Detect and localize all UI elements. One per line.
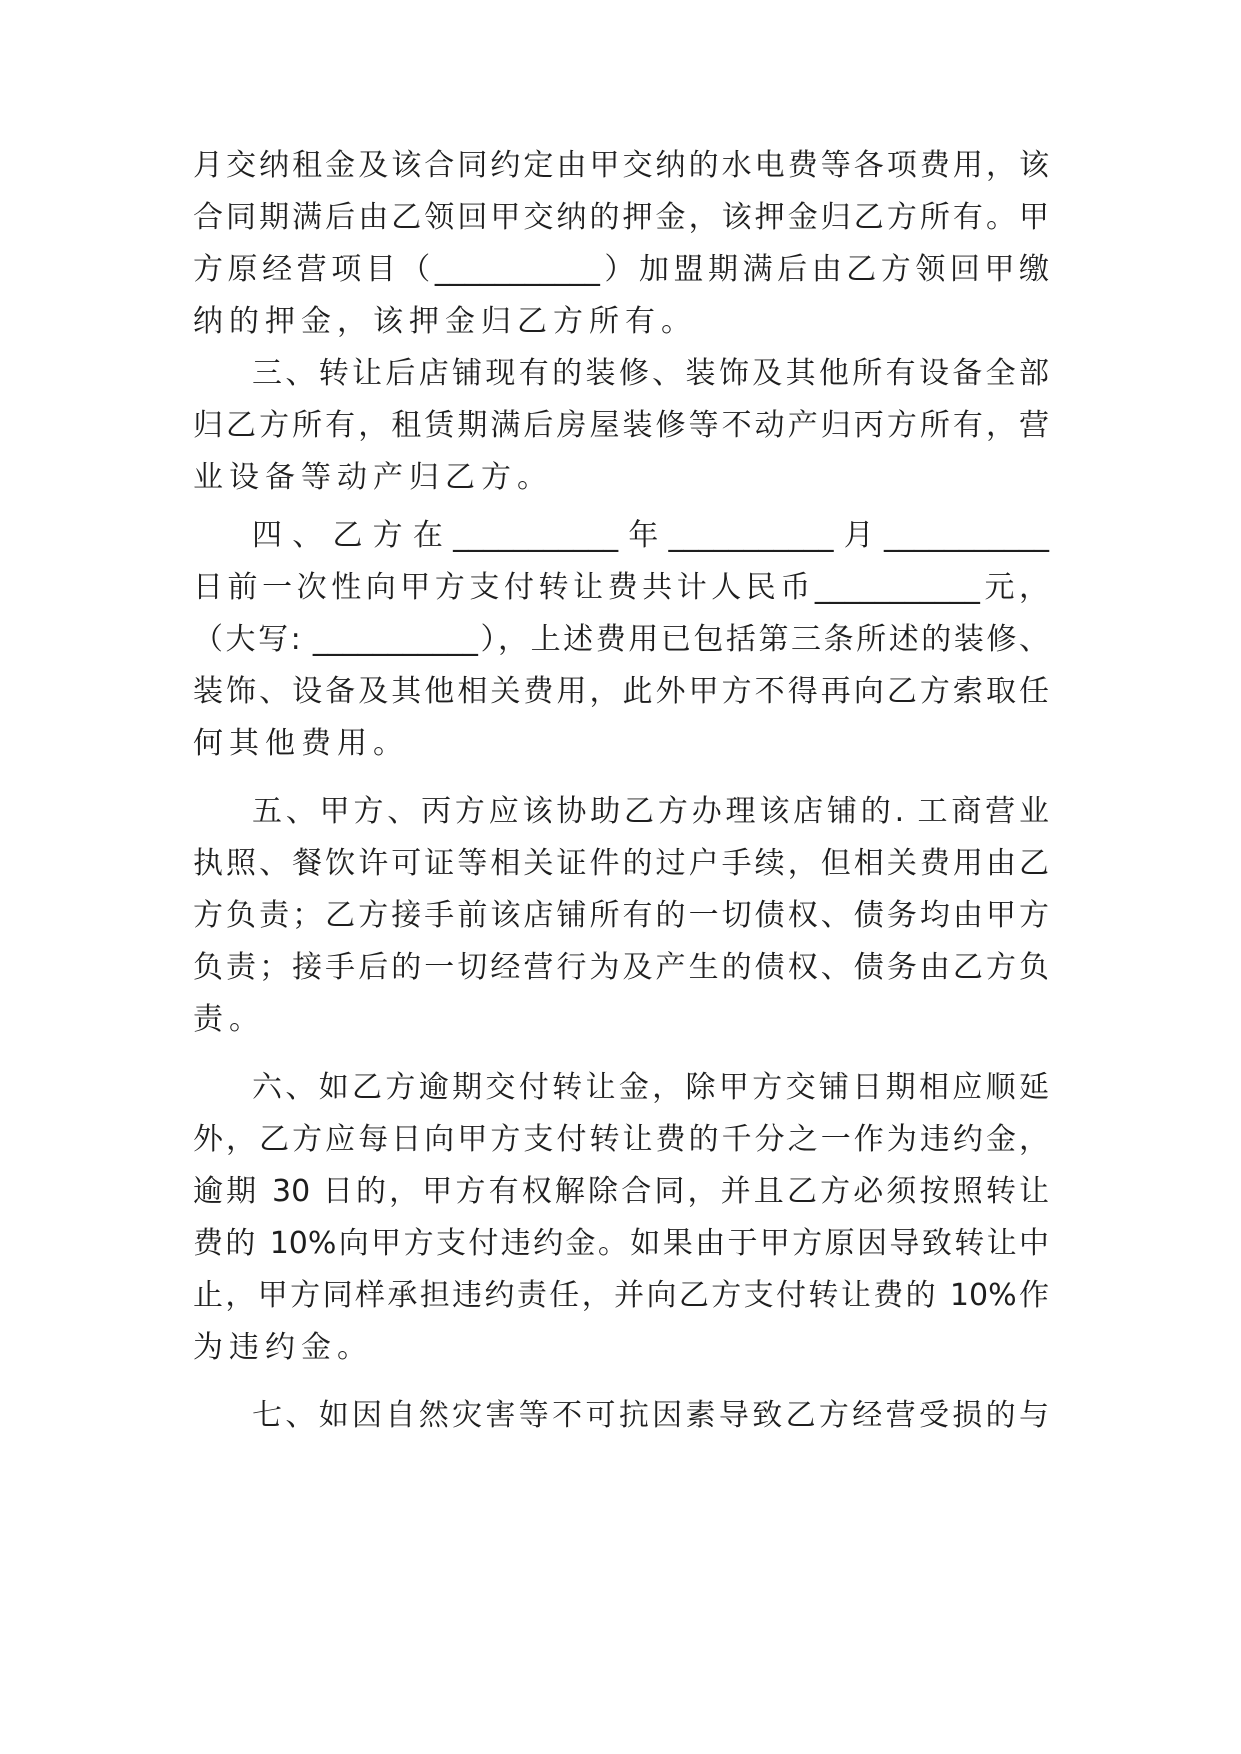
- text-line: 为违约金。: [193, 1330, 373, 1365]
- text-line: 何其他费用。: [193, 726, 409, 761]
- paragraph-first-line: 七、如因自然灾害等不可抗因素导致乙方经营受损的与: [252, 1398, 1049, 1433]
- text-line: 费的 10%向甲方支付违约金。如果由于甲方原因导致转让中: [193, 1226, 1049, 1261]
- text-line: 止，甲方同样承担违约责任，并向乙方支付转让费的 10%作: [193, 1278, 1049, 1313]
- text-line: 月交纳租金及该合同约定由甲交纳的水电费等各项费用，该: [193, 148, 1049, 183]
- text-line: 责。: [193, 1002, 265, 1037]
- text-line: 外，乙方应每日向甲方支付转让费的千分之一作为违约金，: [193, 1122, 1049, 1157]
- text-line: 业设备等动产归乙方。: [193, 460, 553, 495]
- text-line: 归乙方所有，租赁期满后房屋装修等不动产归丙方所有，营: [193, 408, 1049, 443]
- paragraph-first-line: 四、乙方在___________年___________月___________: [252, 518, 1049, 553]
- text-line: 纳的押金，该押金归乙方所有。: [193, 304, 697, 339]
- text-line: 日前一次性向甲方支付转让费共计人民币___________元，: [193, 570, 1049, 605]
- text-line: 负责；接手后的一切经营行为及产生的债权、债务由乙方负: [193, 950, 1049, 985]
- text-line: （大写: ___________），上述费用已包括第三条所述的装修、: [193, 622, 1049, 657]
- text-line: 方负责；乙方接手前该店铺所有的一切债权、债务均由甲方: [193, 898, 1049, 933]
- text-line: 方原经营项目（___________）加盟期满后由乙方领回甲缴: [193, 252, 1049, 287]
- text-line: 逾期 30 日的，甲方有权解除合同，并且乙方必须按照转让: [193, 1174, 1049, 1209]
- text-line: 执照、餐饮许可证等相关证件的过户手续，但相关费用由乙: [193, 846, 1049, 881]
- text-line: 装饰、设备及其他相关费用，此外甲方不得再向乙方索取任: [193, 674, 1049, 709]
- paragraph-first-line: 五、甲方、丙方应该协助乙方办理该店铺的. 工商营业: [252, 794, 1049, 829]
- paragraph-first-line: 三、转让后店铺现有的装修、装饰及其他所有设备全部: [252, 356, 1049, 391]
- text-line: 合同期满后由乙领回甲交纳的押金，该押金归乙方所有。甲: [193, 200, 1049, 235]
- paragraph-first-line: 六、如乙方逾期交付转让金，除甲方交铺日期相应顺延: [252, 1070, 1049, 1105]
